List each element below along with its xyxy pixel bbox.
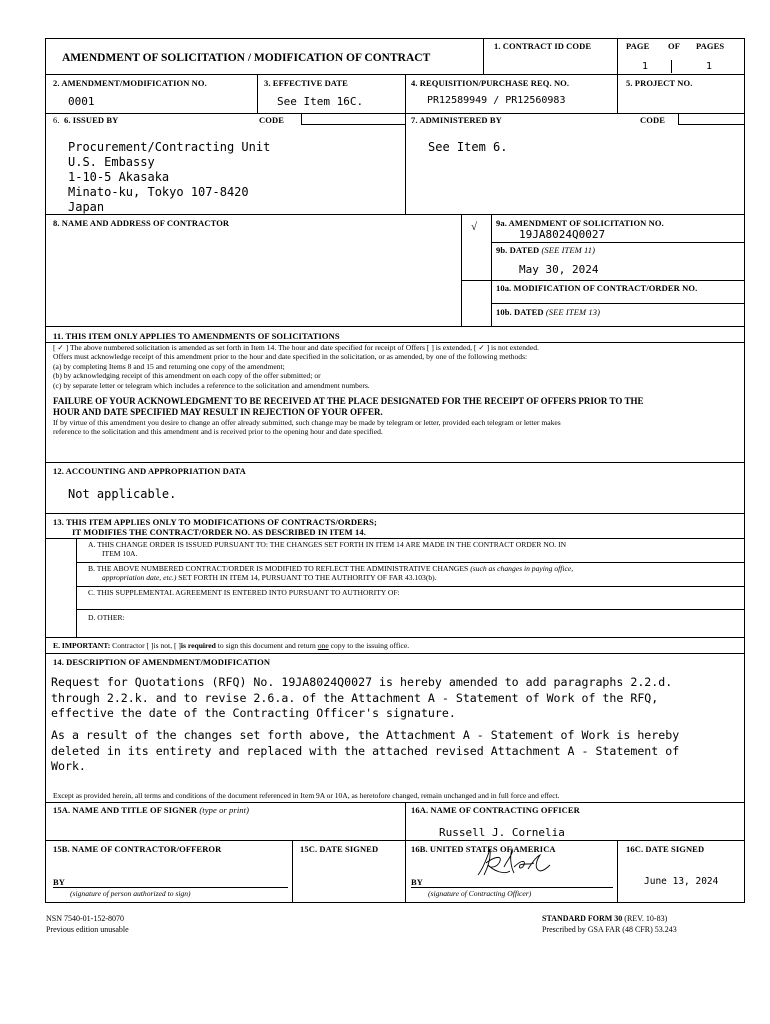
item-14-para-1 [51, 675, 672, 722]
item-13-a-text: A. THIS CHANGE ORDER IS ISSUED PURSUANT TO: THE CHANGES SET FORTH IN ITEM 14 ARE MADE IN THE CONTRACT ORDER NO. IN [88, 540, 567, 549]
failure-warning: FAILURE OF YOUR ACKNOWLEDGMENT TO BE RECEIVED AT THE PLACE DESIGNATED FOR THE RECEIPT OF OFFERS PRIOR TO THE [53, 396, 644, 407]
mod-dated-label: 10b. DATED [496, 307, 544, 317]
item-13-b-text: B. THE ABOVE NUMBERED CONTRACT/ORDER IS MODIFIED TO REFLECT THE ADMINISTRATIVE CHANGES [88, 564, 469, 573]
of-label: OF [668, 41, 681, 51]
usa-signature-cell [405, 841, 617, 902]
standard-form-label: STANDARD FORM 30 [542, 914, 623, 923]
item-14-para-2 [51, 728, 679, 775]
item-13-b [88, 564, 738, 583]
important-text [53, 641, 409, 650]
important-part: copy to the issuing office. [328, 641, 410, 650]
officer-signature-line [411, 887, 613, 888]
signature-note: (signature of person authorized to sign) [70, 889, 191, 898]
administered-code-box [678, 114, 745, 125]
item-13-div-c [76, 609, 744, 610]
item-11-line: (a) by completing Items 8 and 15 and returning one copy of the amendment; [53, 361, 285, 371]
revision-label: (REV. 10-83) [624, 914, 668, 923]
nsn-number: NSN 7540-01-152-8070 [46, 914, 124, 923]
page-cell [617, 39, 744, 74]
check-divider [462, 280, 491, 281]
row-8-10 [46, 215, 744, 327]
signer-name-label: 15A. NAME AND TITLE OF SIGNER [53, 805, 198, 815]
issued-line: U.S. Embassy [68, 155, 155, 169]
item-11-line: [ ✓ ] The above numbered solicitation is amended as set forth in Item 14. The hour and date specified for receipt of Offers [ ] is extended, [ ✓ ] is not extended. [53, 343, 539, 352]
important-part: one [317, 641, 329, 650]
project-no-cell [617, 75, 744, 113]
important-part: to sign this document and return [215, 641, 318, 650]
contractor-label: 8. NAME AND ADDRESS OF CONTRACTOR [53, 218, 230, 228]
item-11-line: (c) by separate letter or telegram which includes a reference to the solicitation and amendment numbers. [53, 380, 370, 390]
pages-label: PAGES [696, 41, 725, 51]
form-header-row [46, 39, 744, 75]
requisition-label: 4. REQUISITION/PURCHASE REQ. NO. [411, 78, 570, 88]
amendment-no-value: 0001 [68, 95, 95, 108]
form-title: AMENDMENT OF SOLICITATION / MODIFICATION OF CONTRACT [62, 52, 431, 64]
officer-signature-note: (signature of Contracting Officer) [428, 889, 532, 898]
item-12 [46, 463, 744, 514]
item-14-line: through 2.2.k. and to revise 2.6.a. of the Attachment A - Statement of Work of the RFQ, [51, 690, 659, 705]
item-14-line: deleted in its entirety and replaced with the attached revised Attachment A - Statement of [51, 743, 680, 758]
dated-note: (SEE ITEM 11) [541, 245, 596, 255]
effective-date-cell [257, 75, 405, 113]
effective-date-label: 3. EFFECTIVE DATE [264, 78, 348, 88]
officer-signature-icon [474, 845, 554, 883]
item-13-div-b [76, 586, 744, 587]
issued-by-address [68, 140, 398, 215]
item-14-line: effective the date of the Contracting Officer's signature. [51, 706, 456, 720]
item-11 [46, 327, 744, 463]
item-14-line: Work. [51, 759, 86, 773]
dated-value: May 30, 2024 [519, 263, 599, 276]
administered-by-value: See Item 6. [428, 140, 508, 154]
amendment-no-cell [46, 75, 257, 113]
issued-line: Minato-ku, Tokyo 107-8420 [68, 185, 249, 199]
contractor-cell [46, 215, 461, 326]
item-13-b-text: (such as changes in paying office, [470, 564, 574, 573]
item-13-b-text: SET FORTH IN ITEM 14, PURSUANT TO THE AUTHORITY OF FAR 43.103(b). [178, 573, 437, 583]
item-13-heading: 13. THIS ITEM APPLIES ONLY TO MODIFICATIONS OF CONTRACTS/ORDERS; [53, 517, 377, 527]
item-13-b-text: appropriation date, etc.) [102, 573, 177, 583]
item-13 [46, 514, 744, 638]
item-13-check-column [76, 538, 77, 637]
item-14-line: As a result of the changes set forth above, the Attachment A - Statement of Work is hereby [51, 728, 680, 742]
prescribed-by: Prescribed by GSA FAR (48 CFR) 53.243 [542, 925, 677, 934]
page-label: PAGE [626, 41, 650, 51]
contract-id-cell [483, 39, 617, 74]
item-11-line: If by virtue of this amendment you desire to change an offer already submitted, such change may be made by telegram or letter, provided each telegram or letter makes [53, 418, 561, 428]
amendment-solicitation-value: 19JA8024Q0027 [519, 228, 606, 241]
pages-number: 1 [706, 61, 713, 72]
item-11-body [53, 343, 743, 437]
title-cell [46, 39, 483, 74]
issued-by-label: 6. ISSUED BY [64, 115, 119, 125]
project-no-label: 5. PROJECT NO. [626, 78, 693, 88]
administered-code-label: CODE [640, 115, 665, 125]
signature-line [53, 887, 288, 888]
item-11-line: (b) by acknowledging receipt of this amendment on each copy of the offer submitted; or [53, 371, 321, 381]
contractor-offeror-cell [46, 841, 292, 902]
item-12-value: Not applicable. [68, 487, 177, 501]
solicitation-column [491, 215, 744, 326]
item-11-line: reference to the solicitation and this amendment and is received prior to the opening hour and date specified. [53, 427, 383, 437]
by-label-2: BY [411, 877, 424, 887]
contractor-offeror-label: 15B. NAME OF CONTRACTOR/OFFEROR [53, 844, 222, 854]
dated-label: 9b. DATED [496, 245, 540, 255]
requisition-value: PR12589949 / PR12560983 [427, 95, 566, 106]
important-part: is required [180, 641, 216, 650]
item-12-heading: 12. ACCOUNTING AND APPROPRIATION DATA [53, 466, 246, 476]
contract-id-label: 1. CONTRACT ID CODE [494, 41, 592, 51]
sol-div-1 [492, 242, 744, 243]
mod-dated-note: (SEE ITEM 13) [545, 307, 601, 317]
important-label: E. IMPORTANT: [53, 641, 111, 650]
date-signed-15c-cell [292, 841, 405, 902]
signer-name-note: (type or print) [199, 805, 250, 815]
issued-by-num: 6. [53, 115, 60, 125]
issued-code-label: CODE [259, 115, 284, 125]
important-row [46, 638, 744, 654]
item-13-div-top [46, 538, 744, 539]
item-13-div-a [76, 562, 744, 563]
check-mark: √ [471, 221, 478, 233]
item-14-heading: 14. DESCRIPTION OF AMENDMENT/MODIFICATION [53, 657, 271, 667]
administered-by-cell [405, 114, 744, 214]
contracting-officer-cell [405, 803, 744, 840]
failure-warning: HOUR AND DATE SPECIFIED MAY RESULT IN REJECTION OF YOUR OFFER. [53, 407, 383, 418]
by-label: BY [53, 877, 66, 887]
row-2-5 [46, 75, 744, 114]
check-column [461, 215, 491, 326]
item-11-heading: 11. THIS ITEM ONLY APPLIES TO AMENDMENTS OF SOLICITATIONS [53, 331, 340, 341]
page-number: 1 [642, 61, 649, 72]
amendment-solicitation-label: 9a. AMENDMENT OF SOLICITATION NO. [496, 218, 664, 228]
issued-line: 1-10-5 Akasaka [68, 170, 170, 184]
requisition-cell [405, 75, 617, 113]
date-signed-16c-label: 16C. DATE SIGNED [626, 844, 705, 854]
date-signed-16c-cell [617, 841, 744, 902]
effective-date-value: See Item 16C. [277, 95, 364, 108]
page-divider [671, 60, 672, 73]
item-13-d: D. OTHER: [88, 613, 125, 622]
item-14-except: Except as provided herein, all terms and conditions of the document referenced in Item 9A or 10A, as heretofore changed, remain unchanged and in full force and effect. [53, 791, 560, 800]
date-signed-15c-label: 15C. DATE SIGNED [300, 844, 379, 854]
contracting-officer-value: Russell J. Cornelia [439, 826, 565, 839]
item-14 [46, 654, 744, 803]
sol-div-2 [492, 280, 744, 281]
item-13-a-text: ITEM 10A. [102, 549, 138, 559]
item-13-subheading: IT MODIFIES THE CONTRACT/ORDER NO. AS DESCRIBED IN ITEM 14. [72, 527, 366, 537]
form-footer-right [542, 913, 677, 935]
issued-line: Japan [68, 200, 105, 214]
modification-label: 10a. MODIFICATION OF CONTRACT/ORDER NO. [496, 283, 698, 293]
sf30-form [45, 38, 745, 903]
important-part: Contractor [ ]is not, [ ] [110, 641, 181, 650]
contracting-officer-label: 16A. NAME OF CONTRACTING OFFICER [411, 805, 580, 815]
issued-by-cell [46, 114, 405, 214]
issued-line: Procurement/Contracting Unit [68, 140, 271, 154]
row-6-7 [46, 114, 744, 215]
amendment-no-label: 2. AMENDMENT/MODIFICATION NO. [53, 78, 207, 88]
previous-edition-note: Previous edition unusable [46, 925, 129, 934]
row-15b-16c [46, 841, 744, 902]
item-14-line: Request for Quotations (RFQ) No. 19JA8024Q0027 is hereby amended to add paragraphs 2.2.d. [51, 675, 673, 689]
date-signed-16c-value: June 13, 2024 [644, 876, 719, 887]
issued-code-box [301, 114, 405, 125]
signer-name-cell [46, 803, 405, 840]
administered-by-label: 7. ADMINISTERED BY [411, 115, 502, 125]
form-footer-left [46, 913, 129, 935]
sol-div-3 [492, 303, 744, 304]
usa-label: 16B. UNITED STATES OF AMERICA [411, 844, 556, 854]
item-13-c: C. THIS SUPPLEMENTAL AGREEMENT IS ENTERED INTO PURSUANT TO AUTHORITY OF: [88, 588, 400, 597]
row-15a-16a [46, 803, 744, 841]
item-13-a [88, 540, 738, 559]
item-11-line: Offers must acknowledge receipt of this amendment prior to the hour and date specified in the solicitation, or as amended, by one of the following methods: [53, 352, 528, 362]
